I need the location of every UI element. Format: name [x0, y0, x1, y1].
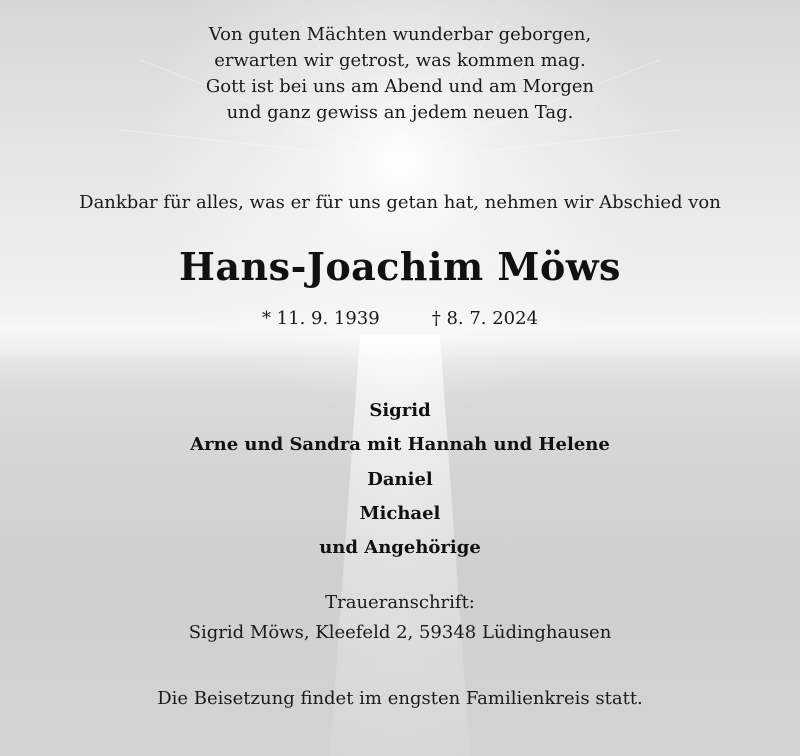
closing-text: Die Beisetzung findet im engsten Familienkreis statt.	[157, 688, 643, 709]
poem-line-2: erwarten wir getrost, was kommen mag.	[214, 50, 586, 71]
family-member-4: Michael	[359, 503, 441, 524]
family-member-5: und Angehörige	[319, 537, 481, 558]
life-dates	[0, 308, 800, 329]
family-member-3: Daniel	[367, 469, 433, 490]
poem-line-4: und ganz gewiss an jedem neuen Tag.	[226, 102, 574, 123]
intro-text: Dankbar für alles, was er für uns getan hat, nehmen wir Abschied von	[79, 192, 721, 213]
deceased-name: Hans-Joachim Möws	[179, 244, 621, 289]
address-label: Traueranschrift:	[325, 592, 475, 613]
family-member-1: Sigrid	[369, 400, 431, 421]
address-value: Sigrid Möws, Kleefeld 2, 59348 Lüdinghausen	[188, 622, 612, 643]
poem-line-3: Gott ist bei uns am Abend und am Morgen	[205, 76, 595, 97]
family-member-2: Arne und Sandra mit Hannah und Helene	[190, 434, 610, 455]
poem-line-1: Von guten Mächten wunderbar geborgen,	[208, 24, 592, 45]
birth-date: * 11. 9. 1939	[261, 308, 380, 329]
death-date: † 8. 7. 2024	[431, 308, 539, 329]
